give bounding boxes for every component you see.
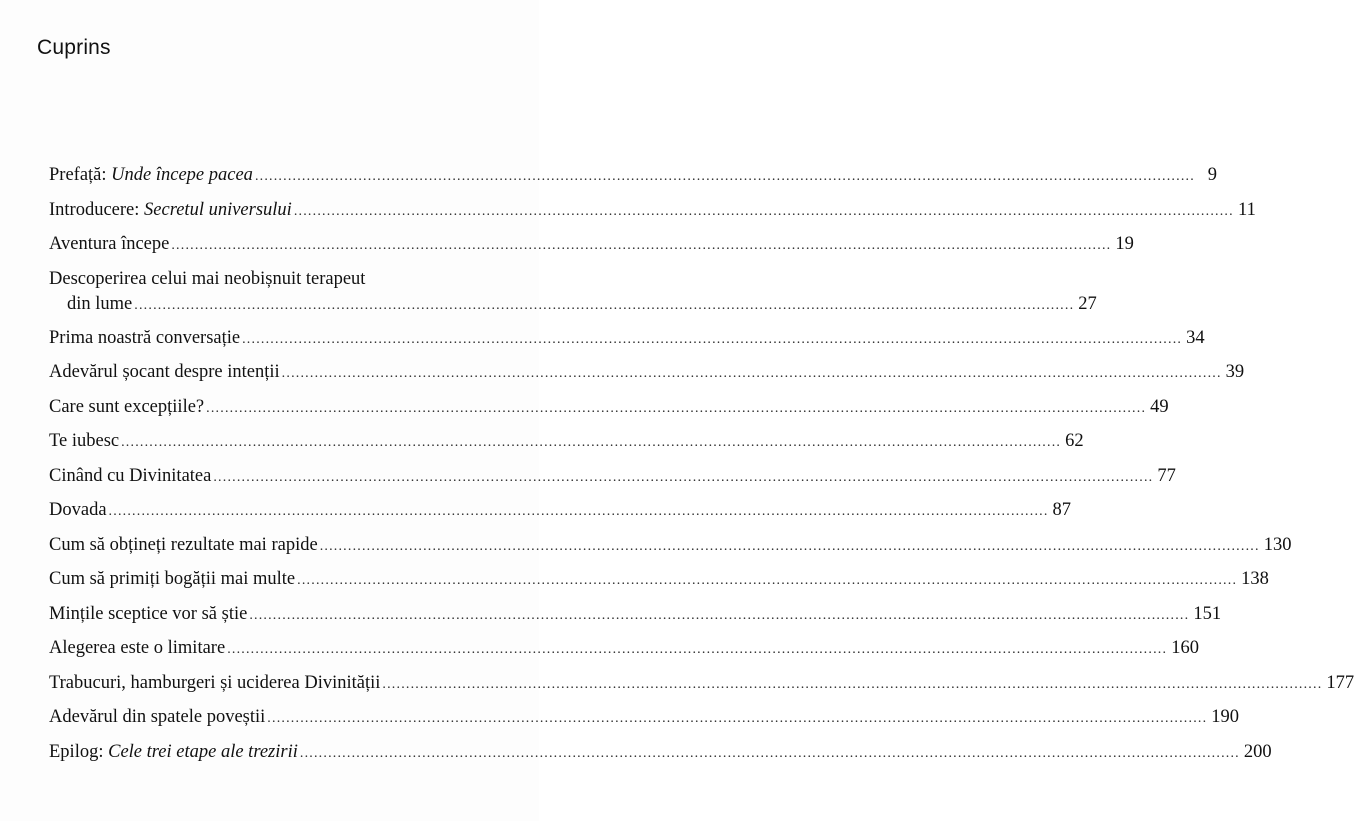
toc-entry-title: Prefață: Unde începe pacea <box>49 165 253 185</box>
dot-leader: ........................................................................................................................................................................................................ <box>213 469 1154 485</box>
toc-page-number: 62 <box>1065 431 1084 451</box>
dot-leader: ........................................................................................................................................................................................................ <box>281 366 1222 381</box>
toc-page-number: 39 <box>1225 362 1245 382</box>
toc-entry <box>49 321 1205 356</box>
toc-entry-title: Cum să obțineți rezultate mai rapide <box>49 534 318 555</box>
toc-page-number: 34 <box>1186 327 1205 348</box>
toc-entry-title: Trabucuri, hamburgeri și uciderea Divinității <box>49 672 381 693</box>
dot-leader: ........................................................................................................................................................................................................ <box>254 169 1195 184</box>
toc-page-number: 130 <box>1263 534 1292 555</box>
toc-entry <box>49 528 1292 563</box>
toc-page-number: 11 <box>1238 199 1256 220</box>
dot-leader: ........................................................................................................................................................................................................ <box>297 573 1238 588</box>
toc-page-number: 138 <box>1241 569 1269 589</box>
toc-entry <box>49 631 1199 666</box>
toc-entry-title: Te iubesc <box>49 431 120 451</box>
toc-entry-title: Alegerea este o limitare <box>49 638 226 658</box>
toc-entry-title: Adevărul din spatele poveștii <box>49 707 266 727</box>
toc-entry <box>49 666 1354 701</box>
toc-page-number: 200 <box>1243 741 1272 762</box>
toc-entry-title: Dovada <box>49 500 107 520</box>
toc-entry <box>49 193 1256 228</box>
dot-leader: ........................................................................................................................................................................................................ <box>242 331 1183 347</box>
toc-entry-title: Aventura începe <box>49 234 170 254</box>
toc-entry <box>49 355 1245 390</box>
toc-entry-title: Care sunt excepțiile? <box>49 396 205 417</box>
dot-leader: ........................................................................................................................................................................................................ <box>299 745 1240 761</box>
toc-entry-title: Mințile sceptice vor să știe <box>49 603 248 624</box>
toc-page-number: 160 <box>1171 638 1199 658</box>
toc-page-number: 19 <box>1115 234 1134 254</box>
toc-entry <box>49 493 1072 528</box>
toc-entry-title: Cinând cu Divinitatea <box>49 465 212 486</box>
dot-leader: ........................................................................................................................................................................................................ <box>108 504 1049 519</box>
toc-entry-title: Descoperirea celui mai neobișnuit terapeut <box>49 268 366 289</box>
toc-entry-title: Epilog: Cele trei etape ale trezirii <box>49 741 298 762</box>
dot-leader: ........................................................................................................................................................................................................ <box>206 400 1147 416</box>
dot-leader: ........................................................................................................................................................................................................ <box>134 297 1075 313</box>
dot-leader: ........................................................................................................................................................................................................ <box>293 203 1234 219</box>
table-of-contents <box>49 158 1354 769</box>
page-title: Cuprins <box>37 36 111 59</box>
toc-entry <box>49 459 1176 494</box>
dot-leader: ........................................................................................................................................................................................................ <box>121 435 1062 450</box>
toc-entry-title: Prima noastră conversație <box>49 327 241 348</box>
dot-leader: ........................................................................................................................................................................................................ <box>227 642 1168 657</box>
toc-entry-title: Cum să primiți bogății mai multe <box>49 569 296 589</box>
toc-entry <box>49 227 1134 262</box>
dot-leader: ........................................................................................................................................................................................................ <box>249 607 1190 623</box>
toc-page-number: 177 <box>1326 672 1354 693</box>
toc-entry <box>49 158 1217 193</box>
dot-leader: ........................................................................................................................................................................................................ <box>171 238 1112 253</box>
toc-page-number: 9 <box>1207 165 1217 185</box>
toc-page-number: 27 <box>1078 293 1097 314</box>
toc-entry <box>49 735 1272 770</box>
toc-entry <box>49 390 1169 425</box>
toc-page-number: 151 <box>1193 603 1222 624</box>
toc-entry-title-continued: din lume <box>67 293 133 314</box>
toc-entry <box>49 424 1084 459</box>
toc-entry <box>49 268 1097 318</box>
toc-page-number: 190 <box>1211 707 1240 727</box>
dot-leader: ........................................................................................................................................................................................................ <box>382 676 1323 692</box>
toc-entry <box>49 700 1240 735</box>
toc-entry <box>49 597 1222 632</box>
toc-page-number: 87 <box>1052 500 1072 520</box>
toc-page-number: 49 <box>1150 396 1169 417</box>
dot-leader: ........................................................................................................................................................................................................ <box>319 538 1260 554</box>
toc-entry <box>49 562 1269 597</box>
toc-page-number: 77 <box>1157 465 1176 486</box>
toc-entry-title: Introducere: Secretul universului <box>49 199 292 220</box>
toc-entry-title: Adevărul șocant despre intenții <box>49 362 280 382</box>
dot-leader: ........................................................................................................................................................................................................ <box>267 711 1208 726</box>
